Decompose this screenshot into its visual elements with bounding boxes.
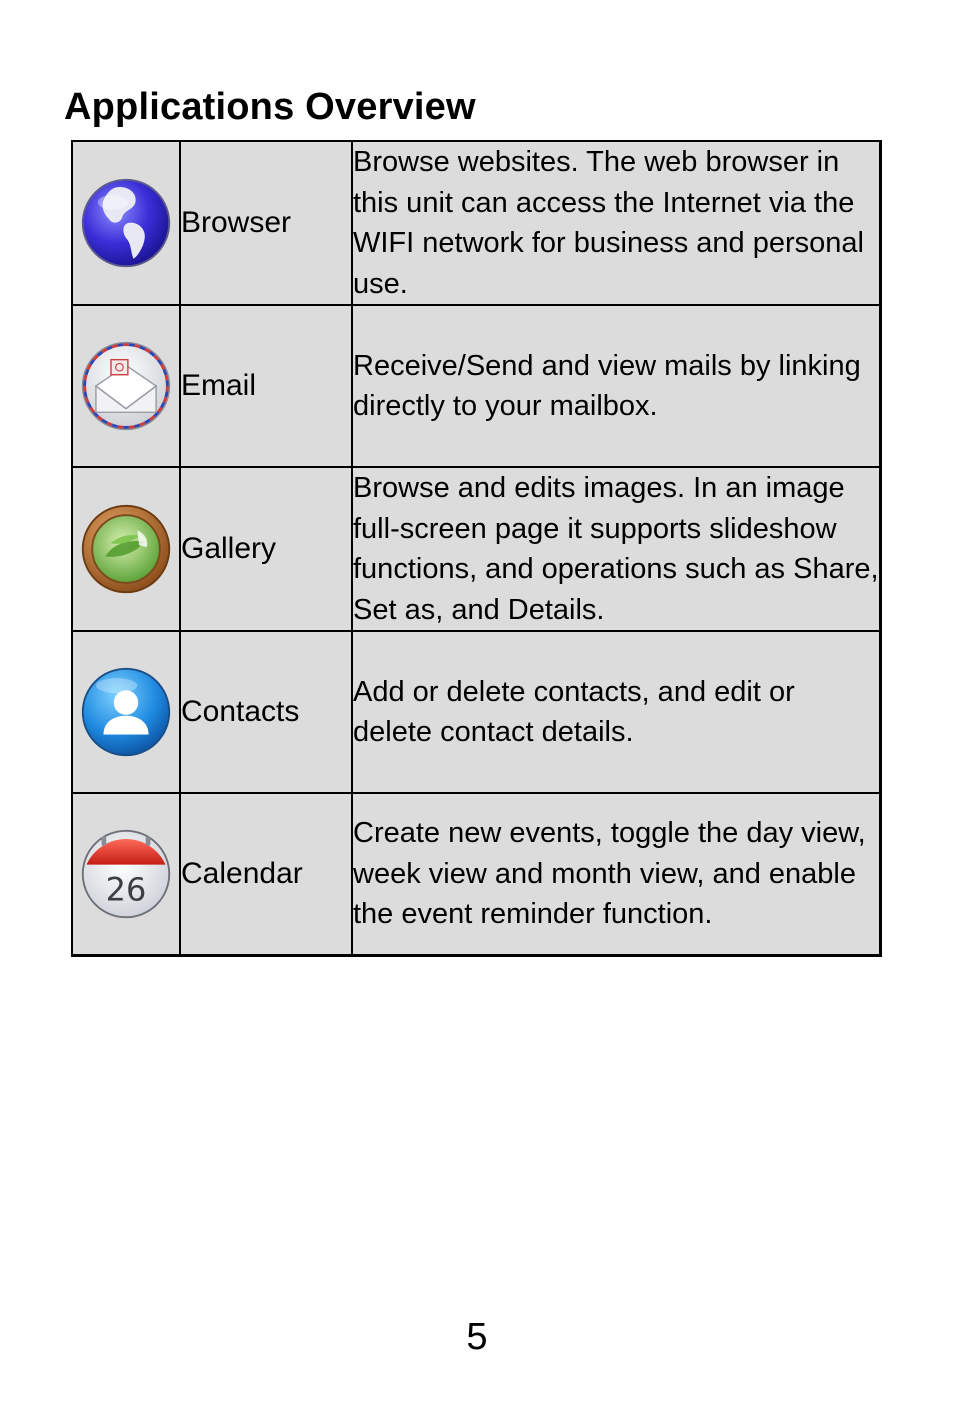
app-description: Create new events, toggle the day view, week view and month view, and enable the event reminder function. [352, 793, 881, 956]
icon-cell [72, 467, 180, 631]
icon-cell [72, 631, 180, 793]
app-description: Add or delete contacts, and edit or delete contact details. [352, 631, 881, 793]
table-row [72, 467, 881, 631]
app-name: Contacts [180, 631, 352, 793]
app-name: Browser [180, 141, 352, 305]
table-row [72, 631, 881, 793]
icon-cell [72, 305, 180, 467]
app-name: Calendar [180, 793, 352, 956]
icon-cell [72, 141, 180, 305]
table-row [72, 305, 881, 467]
app-description: Browse and edits images. In an image full-screen page it supports slideshow functions, and operations such as Share, Set as, and Details. [352, 467, 881, 631]
app-name: Gallery [180, 467, 352, 631]
app-description: Receive/Send and view mails by linking directly to your mailbox. [352, 305, 881, 467]
table-row [72, 793, 881, 956]
globe-icon [79, 176, 173, 270]
page-title: Applications Overview [64, 86, 476, 128]
icon-cell [72, 793, 180, 956]
calendar-icon [79, 827, 173, 921]
picture-frame-icon [79, 502, 173, 596]
envelope-icon [79, 339, 173, 433]
page-number: 5 [466, 1316, 488, 1358]
table-row [72, 141, 881, 305]
app-name: Email [180, 305, 352, 467]
app-description: Browse websites. The web browser in this unit can access the Internet via the WIFI network for business and personal use. [352, 141, 881, 305]
applications-table [71, 140, 882, 957]
calendar-day: 26 [105, 870, 147, 909]
person-icon [79, 665, 173, 759]
